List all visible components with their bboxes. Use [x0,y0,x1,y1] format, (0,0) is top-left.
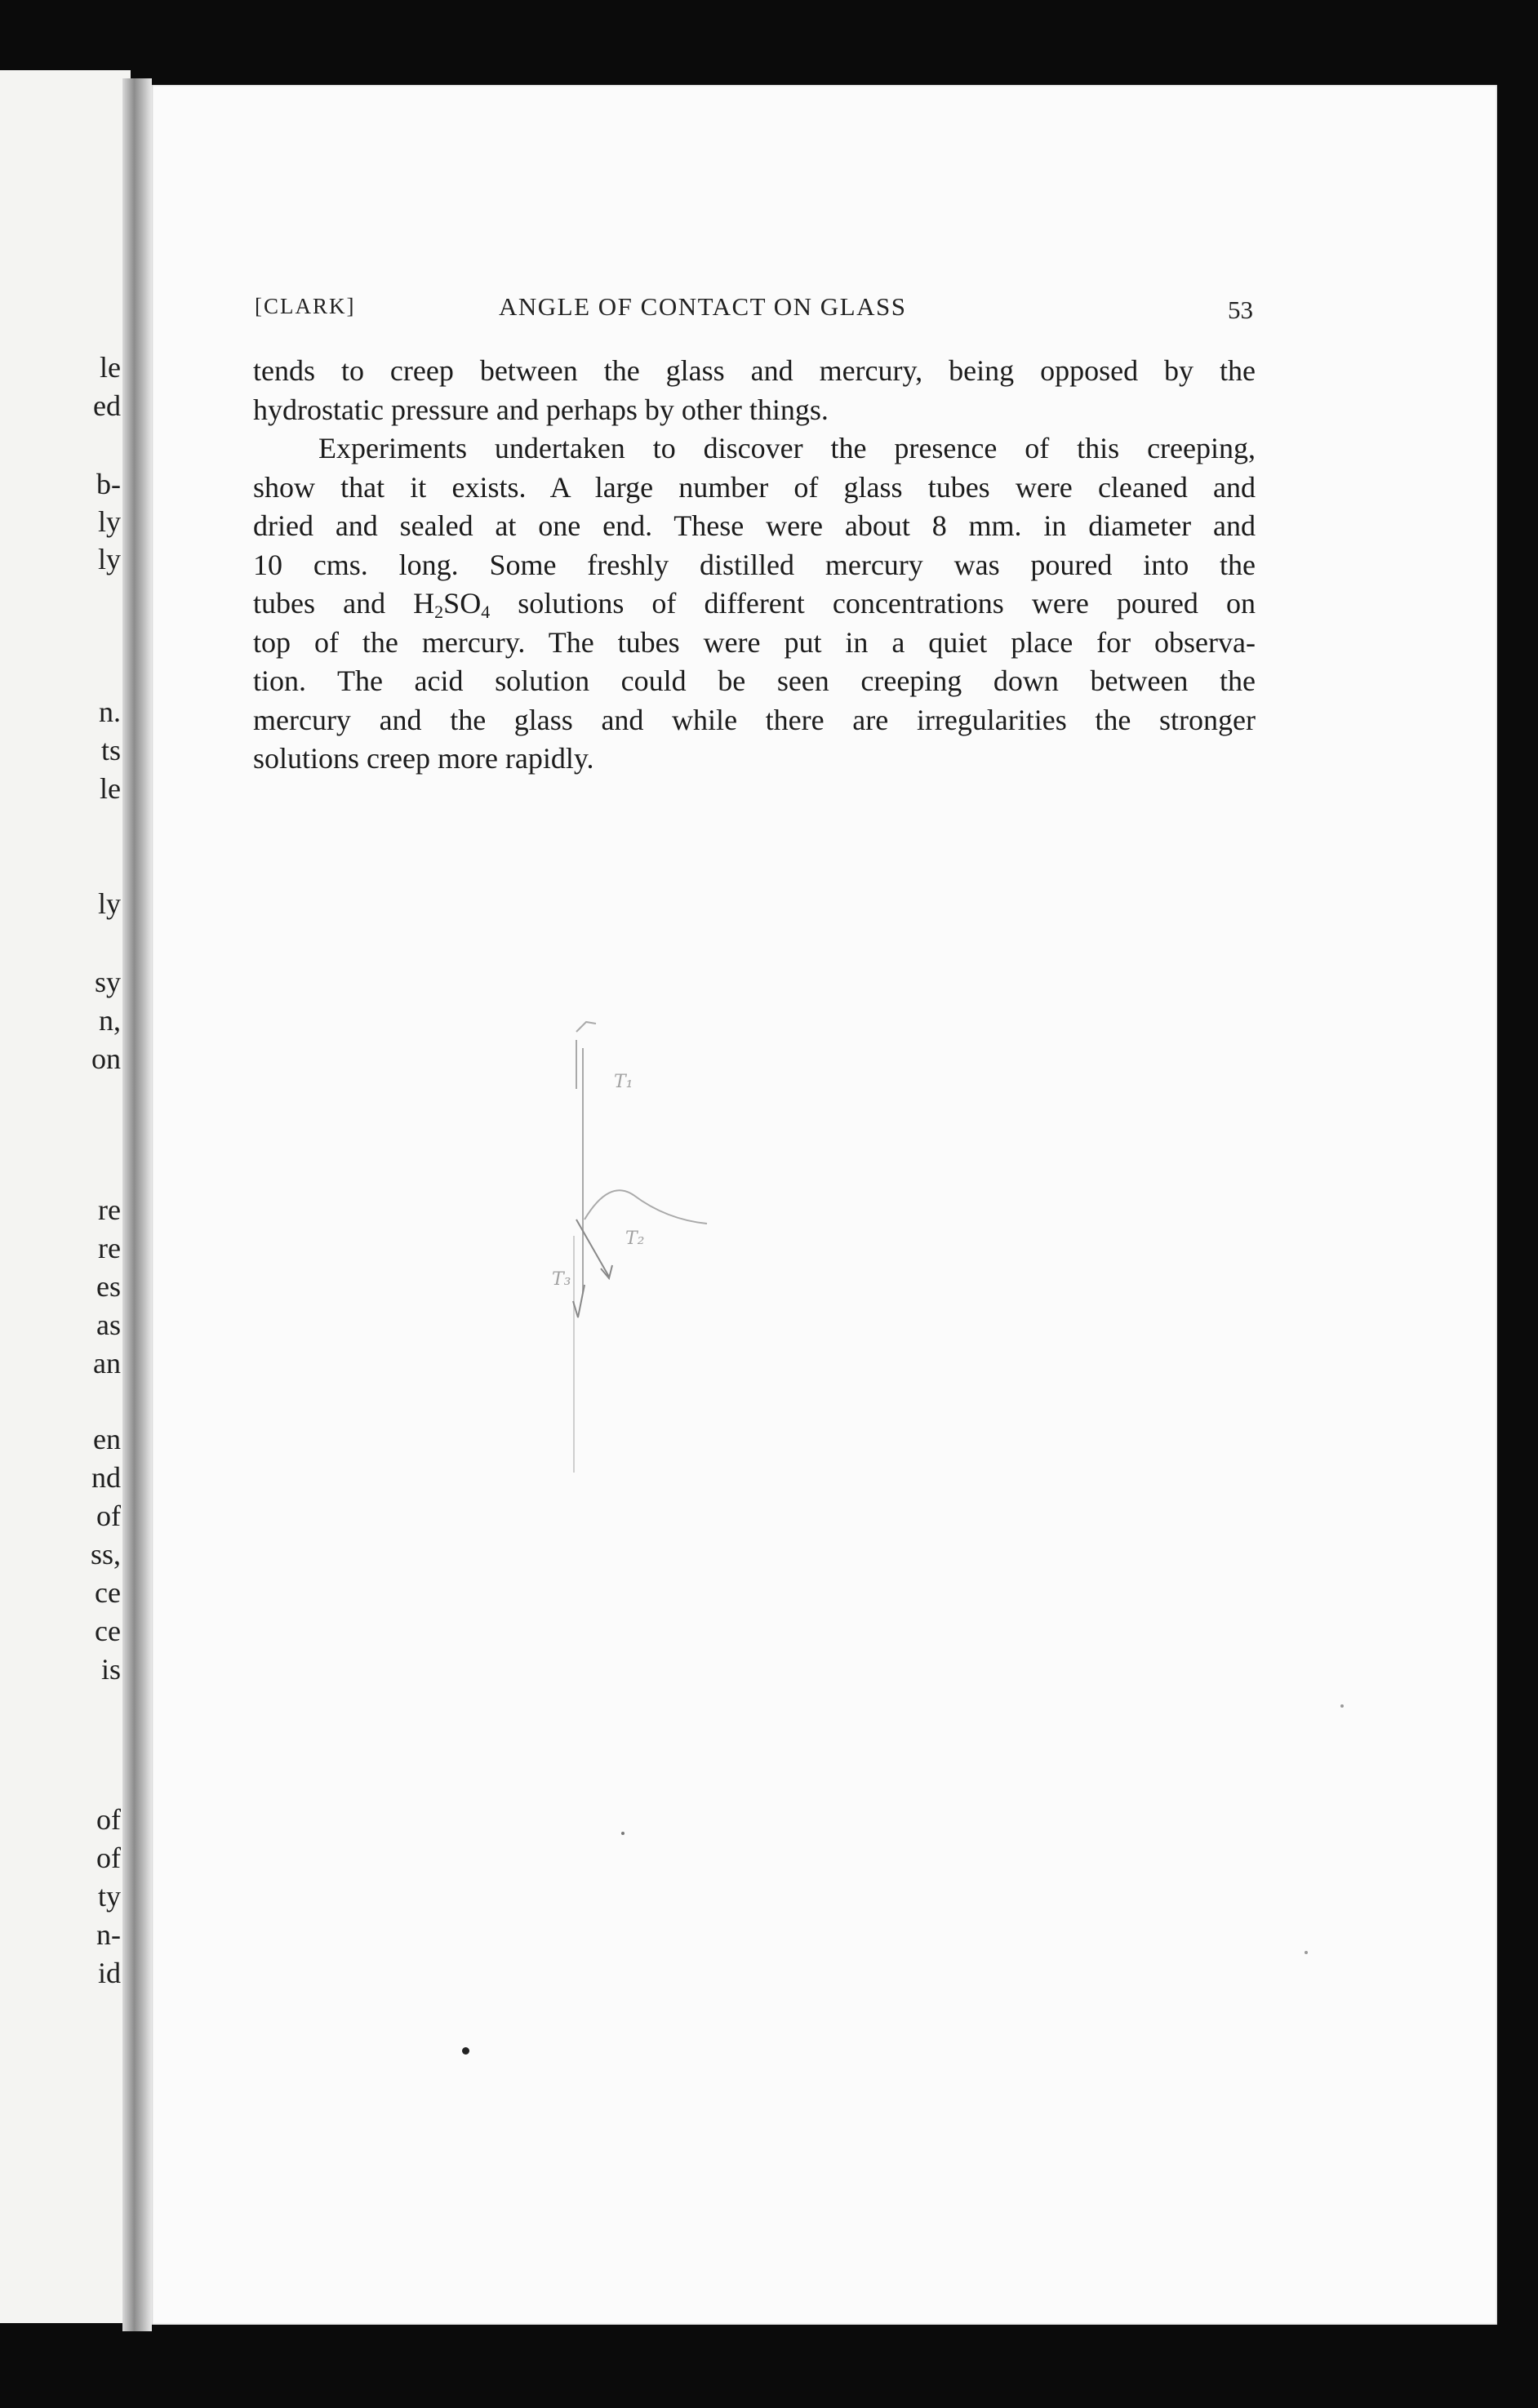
text-fragment: SO [443,587,482,620]
left-page-text: of [96,1803,121,1836]
left-page-text: le [100,351,121,384]
left-page-text: ly [97,505,121,538]
text-line: tion. The acid solution could be seen creeping down between the [253,664,1256,697]
sketch-stroke [576,1220,609,1277]
left-page-text: n. [99,695,121,728]
left-page-text: an [93,1347,121,1379]
left-page-text: le [100,772,121,805]
text-line: tends to creep between the glass and mercury, being opposed by the [253,354,1256,387]
text-line: Experiments undertaken to discover the presence of this creeping, [318,432,1256,464]
facing-page-fragment [0,70,131,2323]
subscript: 2 [434,602,444,622]
ink-speck [1340,1704,1344,1708]
left-page-text: ce [95,1615,121,1647]
left-page-text: re [98,1232,121,1264]
left-page-text: re [98,1193,121,1226]
sketch-stroke [573,1285,585,1317]
subscript: 4 [481,602,491,622]
sketch-label: T₂ [625,1228,645,1249]
left-page-text: ty [97,1880,121,1913]
left-page-text: ly [97,887,121,920]
running-head-author: [CLARK] [255,294,356,318]
left-page-text: en [93,1423,121,1455]
left-page-text: on [91,1042,121,1075]
text-line: mercury and the glass and while there are irregularities the stronger [253,703,1256,736]
left-page-text: ed [93,389,121,422]
text-line-with-formula [253,584,1256,624]
running-head-title: ANGLE OF CONTACT ON GLASS [499,292,907,321]
text-line: solutions creep more rapidly. [253,742,594,775]
text-fragment: solutions of different concentrations were poured on [490,587,1256,620]
left-page-text: ce [95,1576,121,1609]
text-line: hydrostatic pressure and perhaps by other things. [253,393,829,426]
text-line: dried and sealed at one end. These were about 8 mm. in diameter and [253,509,1256,542]
body-paragraphs [253,352,1256,779]
pencil-sketch [544,1015,740,1489]
left-page-text: as [96,1308,121,1341]
sketch-label: T₃ [552,1269,571,1290]
text-line: 10 cms. long. Some freshly distilled mercury was poured into the [253,548,1256,581]
sketch-label: T₁ [614,1072,633,1092]
left-page-text: es [96,1270,121,1303]
page-number: 53 [1228,295,1253,324]
left-page-text: id [97,1957,121,1989]
left-page-text: ts [100,734,121,766]
sketch-stroke [585,1190,707,1224]
ink-speck [1305,1951,1308,1954]
text-fragment: tubes and H [253,587,435,620]
left-page-text: ly [97,543,121,575]
ink-speck [462,2047,469,2055]
left-page-text: sy [94,966,121,998]
book-gutter [122,78,152,2331]
left-page-text: n, [99,1004,121,1037]
text-line: top of the mercury. The tubes were put in a quiet place for observa- [253,625,1256,659]
left-page-text: of [96,1499,121,1532]
left-page-text: nd [91,1461,121,1494]
sketch-stroke [576,1022,596,1032]
book-page [152,85,1497,2325]
left-page-text: b- [96,468,121,500]
text-line: show that it exists. A large number of glass tubes were cleaned and [253,470,1256,504]
left-page-text: n- [96,1918,121,1951]
left-page-text: of [96,1842,121,1874]
left-page-text: ss, [90,1538,121,1571]
ink-speck [621,1832,625,1835]
left-page-text: is [100,1653,121,1686]
